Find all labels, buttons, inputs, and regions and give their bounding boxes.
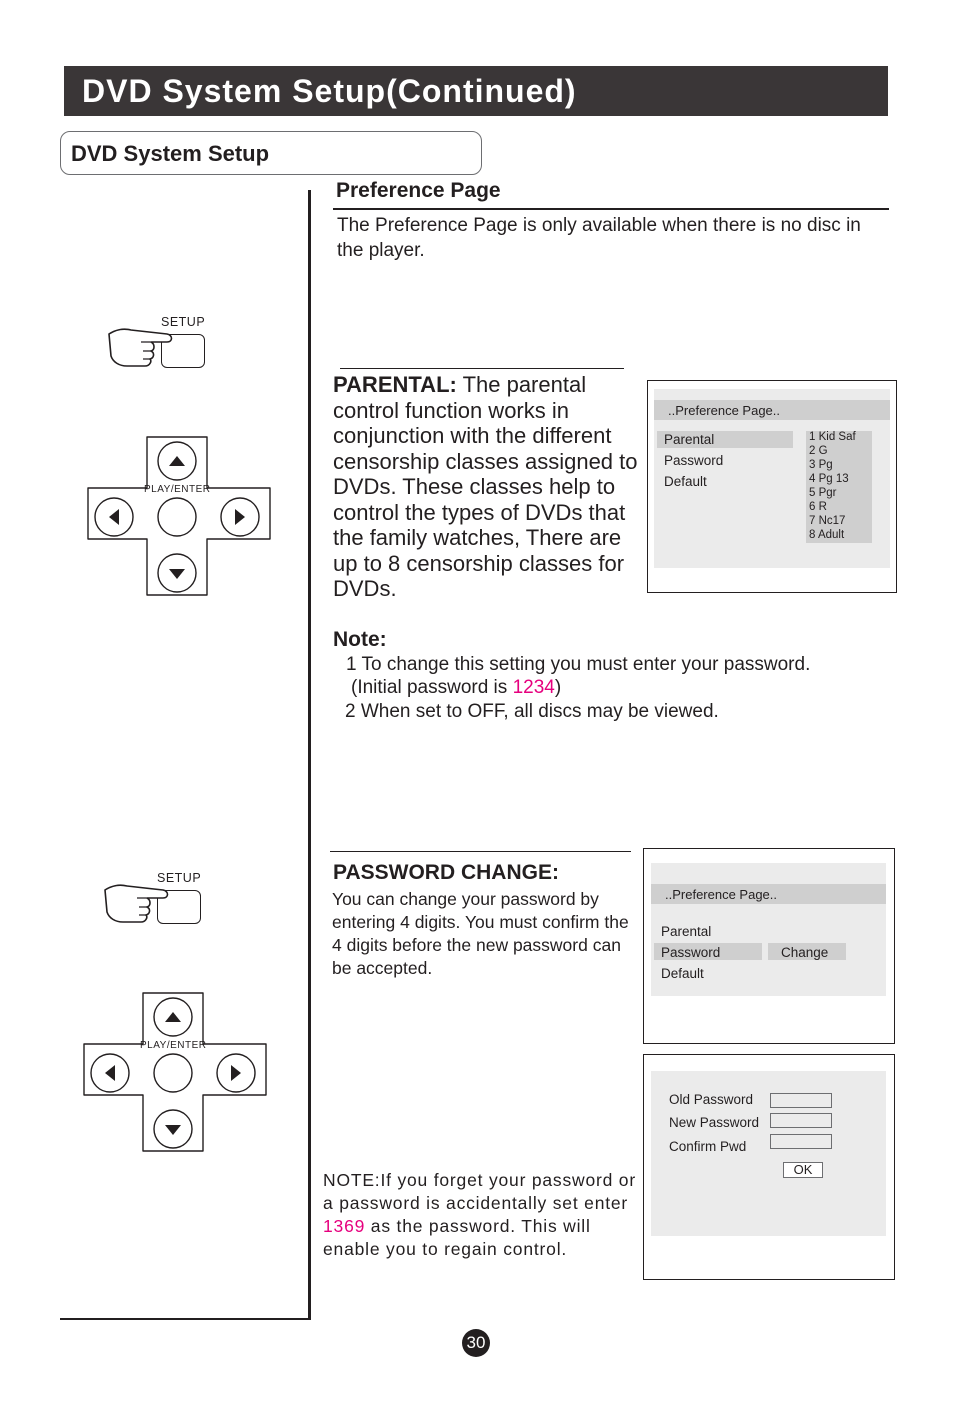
password-rule bbox=[330, 851, 631, 852]
screen-3-panel bbox=[651, 1071, 886, 1236]
rating-option[interactable]: 2 G bbox=[809, 445, 828, 457]
old-password-field[interactable] bbox=[770, 1093, 832, 1108]
password-screen bbox=[643, 1054, 895, 1280]
menu-item-password[interactable]: Password bbox=[661, 945, 721, 960]
new-password-field[interactable] bbox=[770, 1113, 832, 1128]
note-line-2: 2 When set to OFF, all discs may be viewed. bbox=[345, 701, 719, 722]
screen-1-panel bbox=[654, 389, 890, 568]
rating-option[interactable]: 4 Pg 13 bbox=[809, 473, 849, 485]
title-bar bbox=[64, 66, 888, 116]
password-change-description: You can change your password by entering 4 digits. You must confirm the 4 digits before the new password can be accepted. bbox=[332, 889, 629, 978]
confirm-pwd-label: Confirm Pwd bbox=[669, 1139, 747, 1154]
hand-icon bbox=[101, 876, 181, 926]
rating-option[interactable]: 3 Pg bbox=[809, 459, 833, 471]
setup-hand-illustration-1 bbox=[105, 312, 215, 372]
menu-item-default[interactable]: Default bbox=[661, 966, 704, 981]
preference-description: The Preference Page is only available when there is no disc in the player. bbox=[337, 215, 861, 261]
parental-description bbox=[333, 372, 638, 602]
preference-screen-1 bbox=[647, 380, 897, 593]
menu-item-parental[interactable]: Parental bbox=[661, 924, 712, 939]
old-password-label: Old Password bbox=[669, 1092, 754, 1107]
page-title: DVD System Setup(Continued) bbox=[82, 73, 577, 109]
dpad-shape bbox=[82, 991, 268, 1153]
menu-item-parental[interactable]: Parental bbox=[664, 432, 715, 447]
play-enter-label: PLAY/ENTER bbox=[140, 1040, 207, 1051]
rating-option[interactable]: 8 Adult bbox=[809, 529, 845, 541]
screen-1-header: ..Preference Page.. bbox=[668, 403, 781, 418]
rating-option[interactable]: 6 R bbox=[809, 501, 827, 513]
change-option[interactable]: Change bbox=[781, 945, 829, 960]
recovery-code: 1369 bbox=[323, 1216, 366, 1236]
dpad-shape bbox=[86, 435, 272, 597]
menu-item-default[interactable]: Default bbox=[664, 474, 707, 489]
rating-option[interactable]: 5 Pgr bbox=[809, 487, 837, 499]
note-line-1b: (Initial password is 1234) bbox=[351, 677, 562, 698]
page-number: 30 bbox=[462, 1329, 490, 1357]
ok-button[interactable]: OK bbox=[783, 1162, 823, 1178]
section-box bbox=[60, 131, 482, 175]
screen-2-panel bbox=[651, 863, 886, 996]
vertical-divider bbox=[308, 190, 311, 1320]
parental-text: The parental control function works in conjunction with the different censorship classes assigned to DVDs. These classes help to control the types of DVDs that the family watches, There are up to 8 censorship classes for DVDs. bbox=[333, 372, 638, 601]
play-enter-label: PLAY/ENTER bbox=[144, 484, 211, 495]
parental-rule bbox=[340, 368, 624, 369]
password-change-heading: PASSWORD CHANGE: bbox=[333, 861, 559, 884]
bottom-divider bbox=[60, 1318, 311, 1320]
setup-hand-illustration-2 bbox=[101, 868, 211, 928]
parental-label: PARENTAL: bbox=[333, 372, 457, 397]
initial-password: 1234 bbox=[512, 677, 555, 698]
menu-item-password[interactable]: Password bbox=[664, 453, 724, 468]
preference-screen-2 bbox=[643, 848, 895, 1044]
dpad-illustration-1 bbox=[86, 435, 272, 597]
forget-password-note: NOTE:If you forget your password or a password is accidentally set enter 1369 as the password. This will enable you to regain control. bbox=[323, 1170, 636, 1259]
setup-label: SETUP bbox=[157, 871, 202, 885]
section-title: DVD System Setup bbox=[71, 141, 270, 166]
new-password-label: New Password bbox=[669, 1115, 760, 1130]
note-line-1: 1 To change this setting you must enter your password. bbox=[346, 654, 811, 675]
preference-heading: Preference Page bbox=[336, 179, 501, 202]
note-heading: Note: bbox=[333, 628, 387, 651]
rating-option[interactable]: 7 Nc17 bbox=[809, 515, 846, 527]
screen-2-header: ..Preference Page.. bbox=[665, 887, 778, 902]
hand-icon bbox=[105, 320, 185, 370]
dpad-illustration-2 bbox=[82, 991, 268, 1153]
confirm-pwd-field[interactable] bbox=[770, 1134, 832, 1149]
preference-rule bbox=[333, 208, 889, 210]
setup-label: SETUP bbox=[161, 315, 206, 329]
rating-option[interactable]: 1 Kid Saf bbox=[809, 431, 856, 443]
